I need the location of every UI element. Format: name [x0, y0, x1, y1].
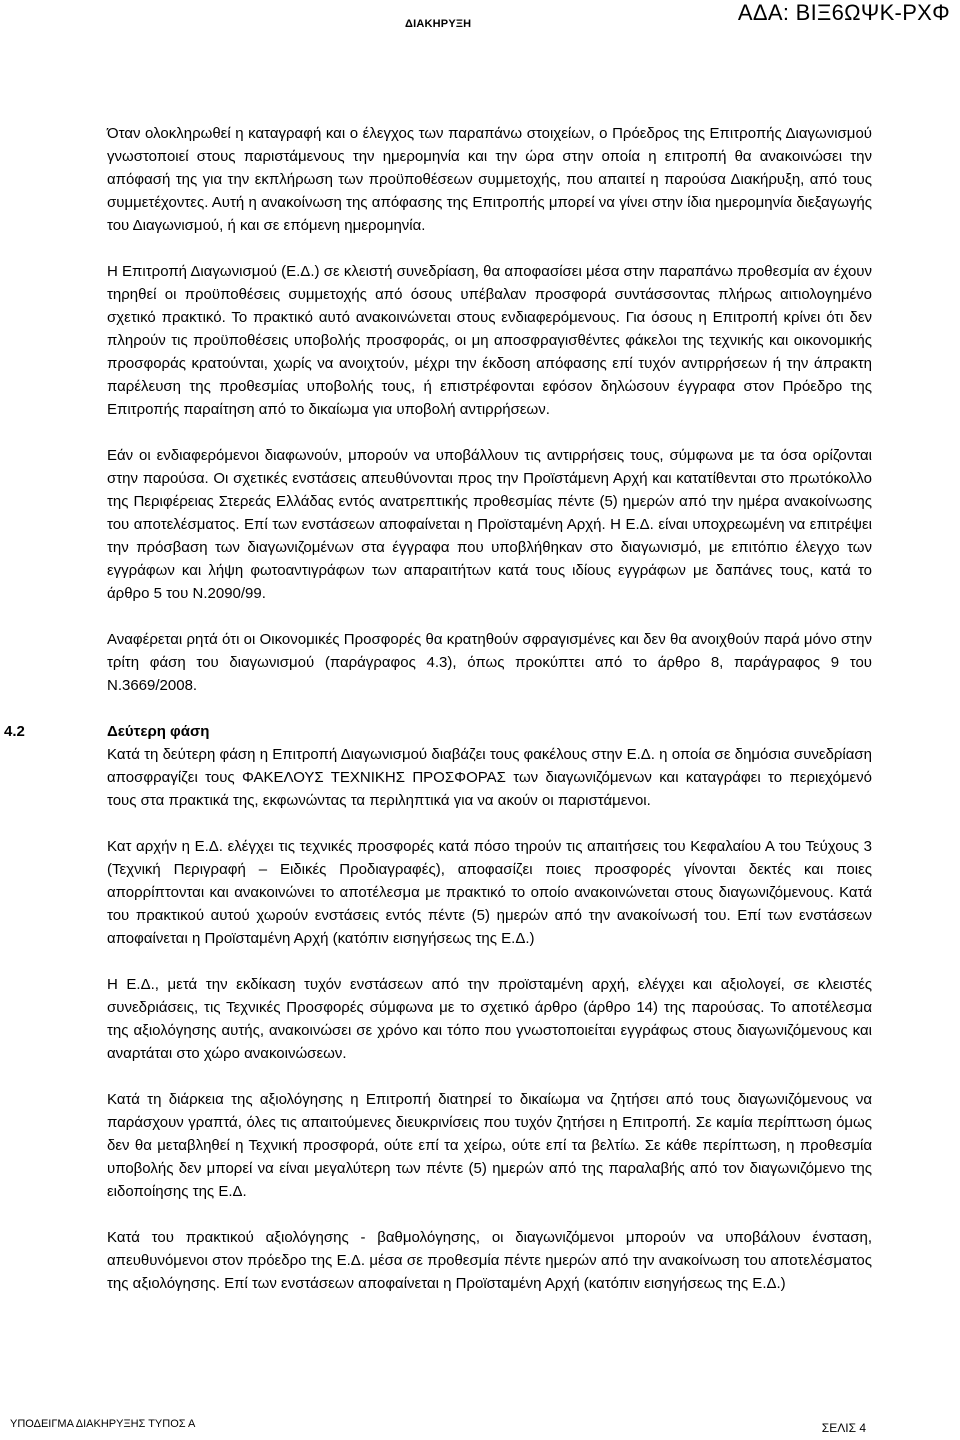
- document-body: [4, 122, 872, 1295]
- ada-code: ΑΔΑ: ΒΙΞ6ΩΨΚ-ΡΧΦ: [737, 0, 950, 25]
- document-type-header: ΔΙΑΚΗΡΥΞΗ: [405, 18, 472, 30]
- page-number: ΣΕΛΙΣ 4: [821, 1421, 866, 1435]
- section-title: Δεύτερη φάση: [107, 723, 210, 740]
- footer-document-label: ΥΠΟΔΕΙΓΜΑ ΔΙΑΚΗΡΥΞΗΣ ΤΥΠΟΣ Α: [10, 1418, 196, 1430]
- paragraph: Κατά τη δεύτερη φάση η Επιτροπή Διαγωνισμού διαβάζει τους φακέλους στην Ε.Δ. η οποία σε δημόσια συνεδρίαση αποσφραγίζει τους ΦΑΚΕΛΟΥΣ ΤΕΧΝΙΚΗΣ ΠΡΟΣΦΟΡΑΣ των διαγωνιζόμενων και καταγράφει το περιεχόμενό τους στα πρακτικά της, εκφωνώντας τα περιληπτικά για να ακούν οι παριστάμενοι.: [107, 746, 872, 809]
- paragraph: Η Ε.Δ., μετά την εκδίκαση τυχόν ενστάσεων από την προϊσταμένη αρχή, ελέγχει και αξιολογεί, σε κλειστές συνεδριάσεις, τις Τεχνικές Προσφορές σύμφωνα με το σχετικό άρθρο (άρθρο 14) της παρούσας. Το αποτέλεσμα της αξιολόγησης αυτής, ανακοινώσει σε χρόνο και τόπο που γνωστοποιείται εγγράφως στους διαγωνιζόμενους και αναρτάται στο χώρο ανακοινώσεων.: [107, 976, 872, 1062]
- section-number: 4.2: [4, 723, 25, 740]
- paragraph: Εάν οι ενδιαφερόμενοι διαφωνούν, μπορούν να υποβάλλουν τις αντιρρήσεις τους, σύμφωνα με τα όσα ορίζονται στην παρούσα. Οι σχετικές ενστάσεις απευθύνονται προς την Προϊστάμενη Αρχή και κατατίθενται στο πρωτόκολλο της Περιφέρειας Στερεάς Ελλάδας εντός ανατρεπτικής προθεσμίας πέντε (5) ημερών από την ημέρα ανακοίνωσης του αποτελέσματος. Επί των ενστάσεων αποφαίνεται η Προϊσταμένη Αρχή. Η Ε.Δ. είναι υποχρεωμένη να επιτρέψει την πρόσβαση των διαγωνιζομένων στα έγγραφα που υποβλήθηκαν στο διαγωνισμό, με επιτόπιο έλεγχο των εγγράφων και λήψη φωτοαντιγράφων των απαραιτήτων κατά τους ιδίους εγγράφων με δαπάνες τους, κατά το άρθρο 5 του Ν.2090/99.: [107, 447, 872, 602]
- paragraph: Κατά του πρακτικού αξιολόγησης - βαθμολόγησης, οι διαγωνιζόμενοι μπορούν να υποβάλουν ένσταση, απευθυνόμενοι στον πρόεδρο της Ε.Δ. μέσα σε προθεσμία πέντε ημερών από την ανακοίνωση του αποτελέσματος της αξιολόγησης. Επί των ενστάσεων αποφαίνεται η Προϊσταμένη Αρχή (κατόπιν εισηγήσεως της Ε.Δ.): [107, 1229, 872, 1292]
- paragraph: Αναφέρεται ρητά ότι οι Οικονομικές Προσφορές θα κρατηθούν σφραγισμένες και δεν θα ανοιχθούν παρά μόνο στην τρίτη φάση του διαγωνισμού (παράγραφος 4.3), όπως προκύπτει από το άρθρο 8, παράγραφος 9 του Ν.3669/2008.: [107, 631, 872, 694]
- paragraph: Κατά τη διάρκεια της αξιολόγησης η Επιτροπή διατηρεί το δικαίωμα να ζητήσει από τους διαγωνιζόμενους να παράσχουν γραπτά, όλες τις απαιτούμενες διευκρινίσεις που τυχόν ζητήσει η Επιτροπή. Σε καμία περίπτωση όμως δεν θα μεταβληθεί η Τεχνική προσφορά, ούτε επί τα χείρω, ούτε επί τα βελτίω. Σε κάθε περίπτωση, η προθεσμία υποβολής δεν μπορεί να είναι μεγαλύτερη των πέντε (5) ημερών από της παραλαβής από τον διαγωνιζόμενο της ειδοποίησης της Ε.Δ.: [107, 1091, 872, 1200]
- paragraph: Κατ αρχήν η Ε.Δ. ελέγχει τις τεχνικές προσφορές κατά πόσο τηρούν τις απαιτήσεις του Κεφαλαίου Α του Τεύχους 3 (Τεχνική Περιγραφή – Ειδικές Προδιαγραφές), αποφασίζει ποιες προσφορές γίνονται δεκτές και ποιες απορρίπτονται και ανακοινώνει το αποτέλεσμα με πρακτικό το οποίο ανακοινώνεται στους διαγωνιζόμενους. Κατά του πρακτικού αυτού χωρούν ενστάσεις εντός πέντε (5) ημερών από την ανακοίνωσή του. Επί των ενστάσεων αποφαίνεται η Προϊσταμένη Αρχή (κατόπιν εισηγήσεως της Ε.Δ.): [107, 838, 872, 947]
- paragraph: Η Επιτροπή Διαγωνισμού (Ε.Δ.) σε κλειστή συνεδρίαση, θα αποφασίσει μέσα στην παραπάνω προθεσμία αν έχουν τηρηθεί οι προϋποθέσεις συμμετοχής από όσους υπέβαλαν προσφορά συντάσσοντας πλήρως αιτιολογημένο σχετικό πρακτικό. Το πρακτικό αυτό ανακοινώνεται στους ενδιαφερόμενους. Για όσους η Επιτροπή κρίνει ότι δεν πληρούν τις προϋποθέσεις υποβολής προσφοράς, οι μη αποσφραγισθέντες φάκελοι της τεχνικής και οικονομικής προσφοράς κρατούνται, χωρίς να ανοιχτούν, μέχρι την έκδοση απόφασης επί τυχόν αντιρρήσεων ή την άπρακτη παρέλευση της προθεσμίας υποβολής τους, ή επιστρέφονται εφόσον δηλώσουν έγγραφα στον Πρόεδρο της Επιτροπής παραίτηση από το δικαίωμα για υποβολή αντιρρήσεων.: [107, 263, 872, 418]
- paragraph: Όταν ολοκληρωθεί η καταγραφή και ο έλεγχος των παραπάνω στοιχείων, ο Πρόεδρος της Επιτροπής Διαγωνισμού γνωστοποιεί στους παριστάμενους την ημερομηνία και την ώρα στην οποία η επιτροπή θα ανακοινώσει την απόφασή της για την εκπλήρωση των προϋποθέσεων συμμετοχής, που απαιτεί η παρούσα Διακήρυξη, από τους συμμετέχοντες. Αυτή η ανακοίνωση της απόφασης της Επιτροπής μπορεί να γίνει στην ίδια ημερομηνία διεξαγωγής του Διαγωνισμού, ή και σε επόμενη ημερομηνία.: [107, 125, 872, 234]
- section-4-2: [4, 720, 872, 1295]
